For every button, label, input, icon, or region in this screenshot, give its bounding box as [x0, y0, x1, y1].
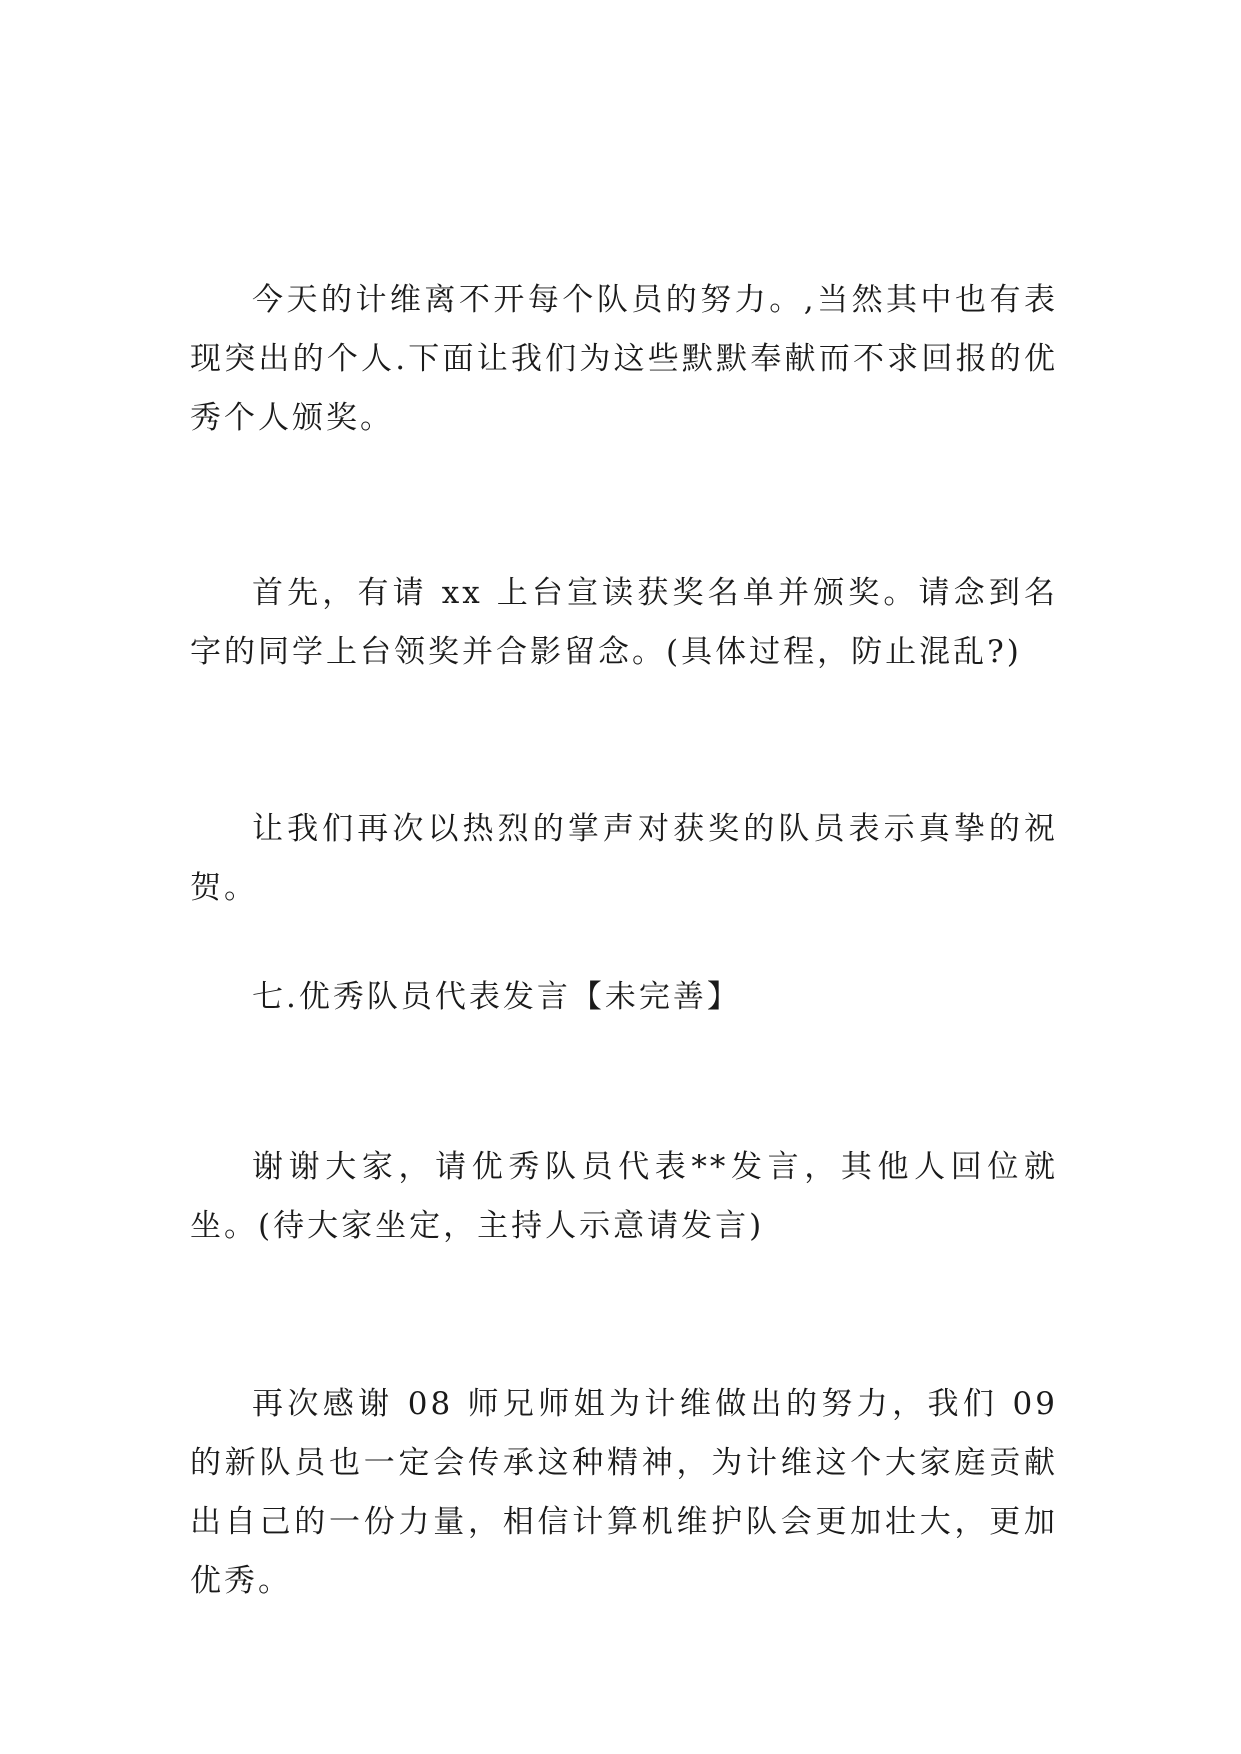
paragraph-award-intro: 今天的计维离不开每个队员的努力。,当然其中也有表现突出的个人.下面让我们为这些默默奉献而不求回报的优秀个人颁奖。	[190, 282, 1058, 436]
paragraph-speech-invitation: 谢谢大家，请优秀队员代表**发言，其他人回位就坐。(待大家坐定，主持人示意请发言)	[190, 1149, 1058, 1244]
paragraph-award-announcement: 首先，有请 xx 上台宣读获奖名单并颁奖。请念到名字的同学上台领奖并合影留念。(具体过程，防止混乱?)	[190, 575, 1058, 670]
paragraph-closing-thanks: 再次感谢 08 师兄师姐为计维做出的努力，我们 09 的新队员也一定会传承这种精神，为计维这个大家庭贡献出自己的一份力量，相信计算机维护队会更加壮大，更加优秀。	[190, 1386, 1058, 1599]
paragraph-applause: 让我们再次以热烈的掌声对获奖的队员表示真挚的祝贺。	[190, 811, 1058, 906]
section-heading-representative-speech: 七.优秀队员代表发言【未完善】	[252, 979, 741, 1015]
